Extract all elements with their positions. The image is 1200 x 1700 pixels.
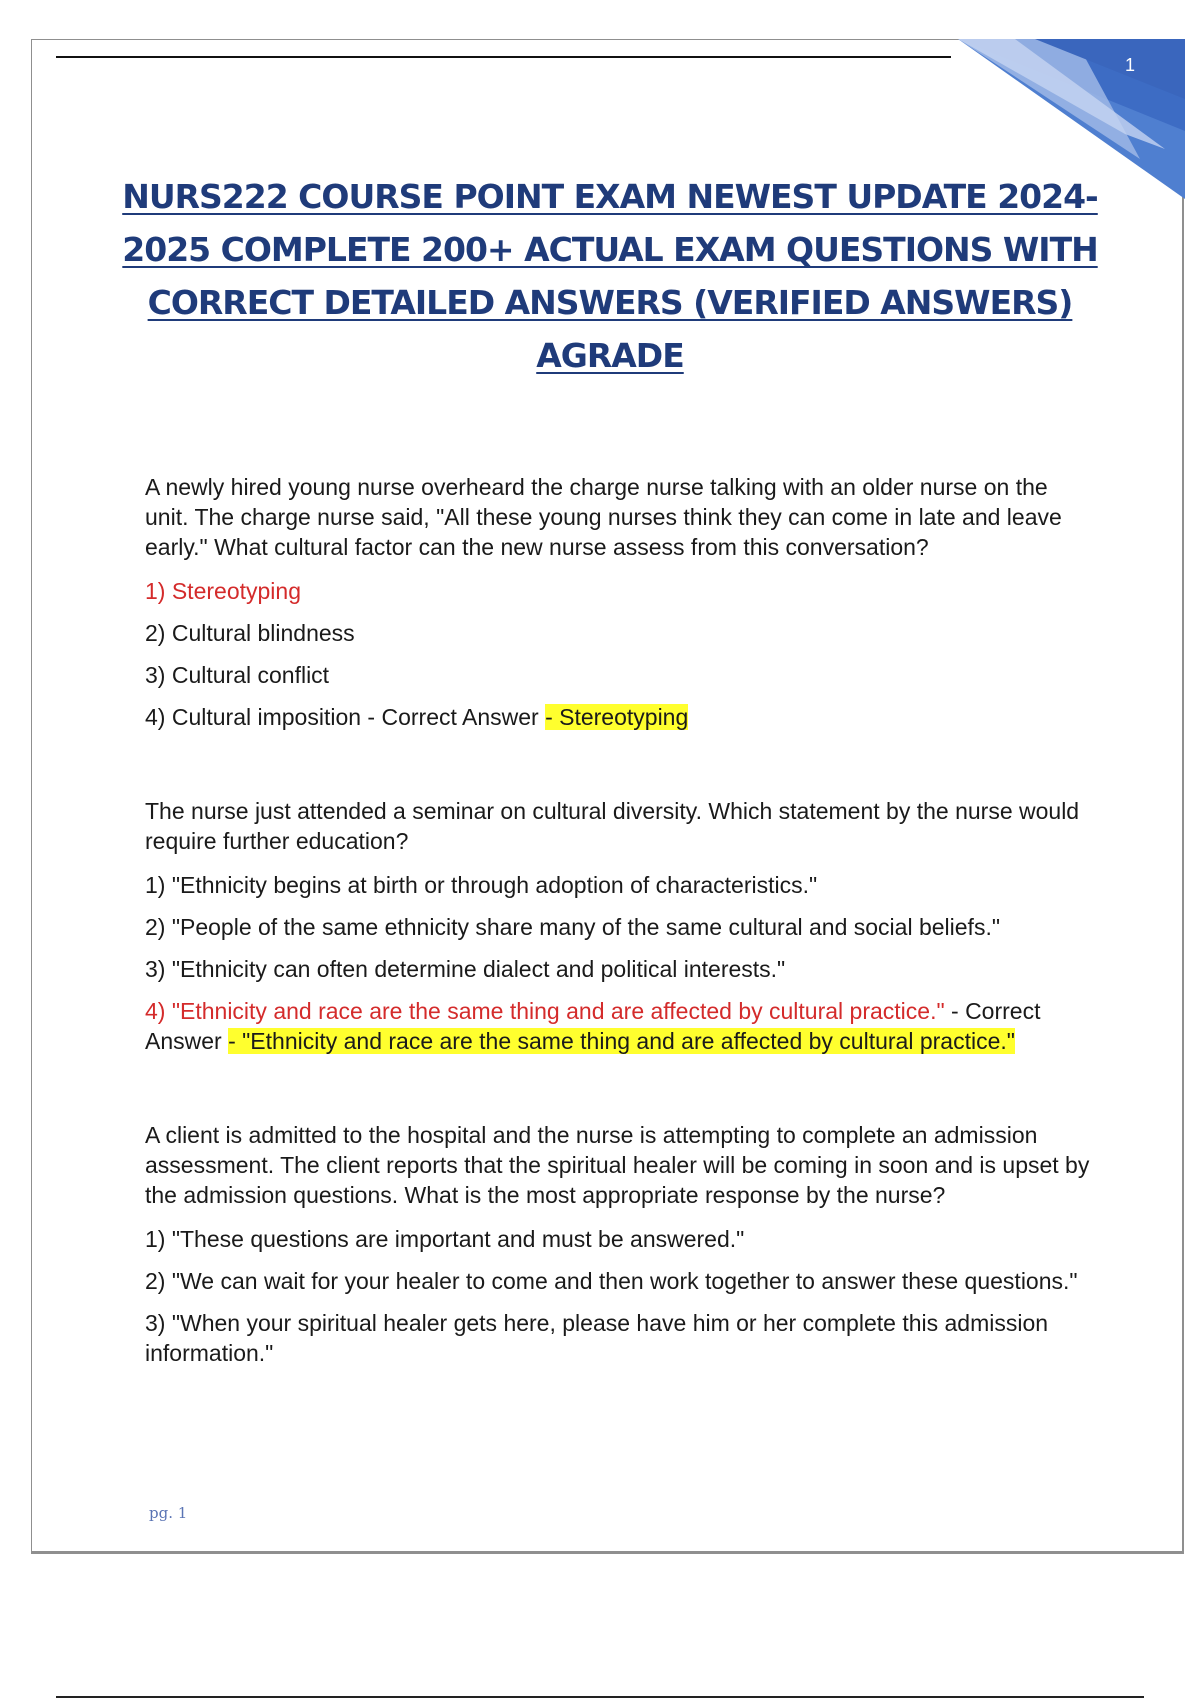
question-1-option-3: 3) Cultural conflict xyxy=(145,662,330,688)
question-1-option-2: 2) Cultural blindness xyxy=(145,620,355,646)
page-number: 1 xyxy=(1125,55,1136,75)
question-2-option-2: 2) "People of the same ethnicity share many of the same cultural and social beliefs." xyxy=(145,914,1000,940)
header-rule xyxy=(56,56,951,58)
question-2-option-4 xyxy=(145,996,1090,1056)
question-3-option-3: 3) "When your spiritual healer gets here, please have him or her complete this admission information." xyxy=(145,1310,1049,1366)
question-1-answer-label: - Correct Answer xyxy=(361,704,546,730)
question-2-answer-label: - Correct Answer xyxy=(145,998,1046,1054)
question-1-option-4 xyxy=(145,702,1090,732)
question-3-stem: A client is admitted to the hospital and the nurse is attempting to complete an admission assessment. The client reports that the spiritual healer will be coming in soon and is upset by the admission questions. What is the most appropriate response by the nurse? xyxy=(145,1122,1090,1208)
question-1-stem: A newly hired young nurse overheard the charge nurse talking with an older nurse on the unit. The charge nurse said, "All these young nurses think they can come in late and leave early." What cultural factor can the new nurse assess from this conversation? xyxy=(145,474,1062,560)
question-2-option-1: 1) "Ethnicity begins at birth or through adoption of characteristics." xyxy=(145,872,818,898)
question-1-answer-highlight: - Stereotyping xyxy=(545,704,689,730)
document-title: NURS222 COURSE POINT EXAM NEWEST UPDATE 2024-2025 COMPLETE 200+ ACTUAL EXAM QUESTIONS WITH CORRECT DETAILED ANSWERS (VERIFIED ANSWERS) AGRADE xyxy=(122,177,1098,375)
question-list xyxy=(145,472,1090,1368)
question-1-option-4-text: 4) Cultural imposition xyxy=(145,704,362,730)
page-footer: pg. 1 xyxy=(149,1504,188,1522)
question-2-option-3: 3) "Ethnicity can often determine dialect and political interests." xyxy=(145,956,786,982)
question-3-option-1: 1) "These questions are important and must be answered." xyxy=(145,1226,745,1252)
question-3 xyxy=(145,1120,1090,1368)
bottom-rule xyxy=(56,1696,1144,1698)
question-1-option-1: 1) Stereotyping xyxy=(145,578,301,604)
question-2-option-4-text: 4) "Ethnicity and race are the same thing and are affected by cultural practice." xyxy=(145,998,945,1024)
question-1 xyxy=(145,472,1090,732)
question-2 xyxy=(145,796,1090,1056)
question-3-option-2: 2) "We can wait for your healer to come and then work together to answer these questions." xyxy=(145,1268,1078,1294)
question-2-stem: The nurse just attended a seminar on cultural diversity. Which statement by the nurse would require further education? xyxy=(145,798,1080,854)
question-2-answer-highlight: - "Ethnicity and race are the same thing and are affected by cultural practice." xyxy=(228,1028,1015,1054)
